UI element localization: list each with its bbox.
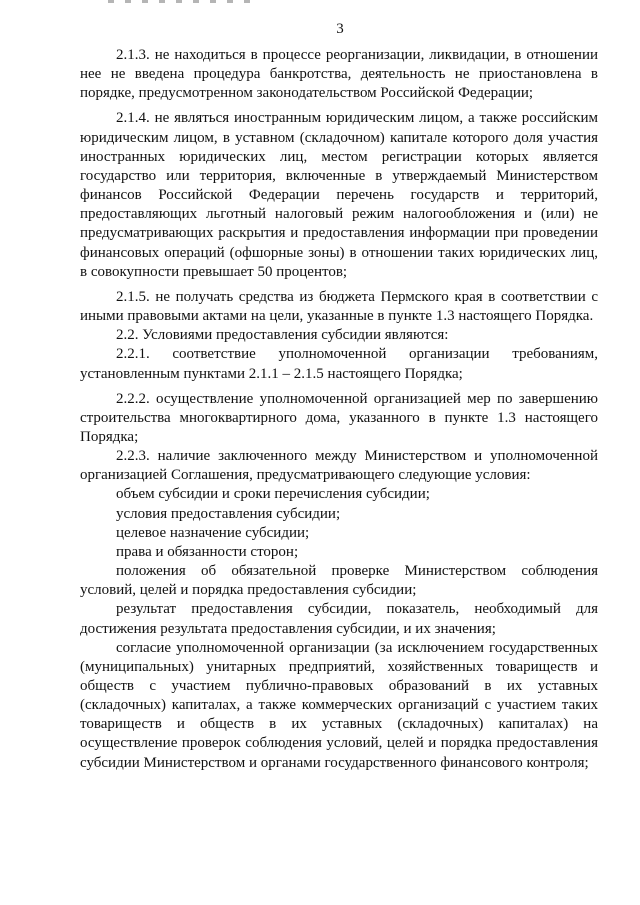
paragraph-2-1-4: 2.1.4. не являться иностранным юридическим лицом, а также российским юридическим лицом, в уставном (складочном) капитале которого доля участия иностранных юридических лиц, местом регистрации которых является государство или территория, включенные в утверждаемый Министерством финансов Российской Федерации перечень государств и территорий, предоставляющих льготный налоговый режим налогообложения и (или) не предусматривающих раскрытия и предоставления информации при проведении финансовых операций (офшорные зоны) в отношении таких юридических лиц, в совокупности превышает 50 процентов; [80, 110, 598, 280]
scan-edge-marks [108, 0, 250, 4]
paragraph-2-2-3: 2.2.3. наличие заключенного между Министерством и уполномоченной организацией Соглашения, предусматривающего следующие условия: [80, 448, 598, 484]
condition-item: положения об обязательной проверке Министерством соблюдения условий, целей и порядка предоставления субсидии; [80, 563, 598, 599]
page-number: 3 [336, 21, 344, 37]
paragraph-2-1-5: 2.1.5. не получать средства из бюджета Пермского края в соответствии с иными правовыми актами на цели, указанные в пункте 1.3 настоящего Порядка. [80, 288, 598, 325]
paragraph-2-2: 2.2. Условиями предоставления субсидии являются: [116, 327, 449, 344]
condition-item: объем субсидии и сроки перечисления субсидии; [116, 486, 430, 503]
paragraph-2-1-3: 2.1.3. не находиться в процессе реорганизации, ликвидации, в отношении нее не введена процедура банкротства, деятельность не приостановлена в порядке, предусмотренном законодательством Российской Федерации; [80, 47, 598, 102]
condition-item: целевое назначение субсидии; [116, 524, 310, 541]
paragraph-2-2-1: 2.2.1. соответствие уполномоченной организации требованиям, установленным пунктами 2.1.1 – 2.1.5 настоящего Порядка; [80, 346, 598, 382]
paragraph-2-2-2: 2.2.2. осуществление уполномоченной организацией мер по завершению строительства многоквартирного дома, указанного в пункте 1.3 настоящего Порядка; [80, 390, 598, 445]
document-body [80, 46, 598, 773]
condition-item: условия предоставления субсидии; [116, 505, 341, 522]
condition-item: результат предоставления субсидии, показатель, необходимый для достижения результата предоставления субсидии, и их значения; [80, 601, 598, 637]
condition-item: согласие уполномоченной организации (за исключением государственных (муниципальных) унитарных предприятий, хозяйственных товариществ и обществ с участием публично-правовых образований в их уставных (складочных) капиталах, а также коммерческих организаций с участием таких товариществ и обществ в их уставных (складочных) капиталах) на осуществление проверок соблюдения условий, целей и порядка предоставления субсидии Министерством и органами государственного финансового контроля; [80, 639, 598, 771]
condition-item: права и обязанности сторон; [116, 543, 299, 560]
